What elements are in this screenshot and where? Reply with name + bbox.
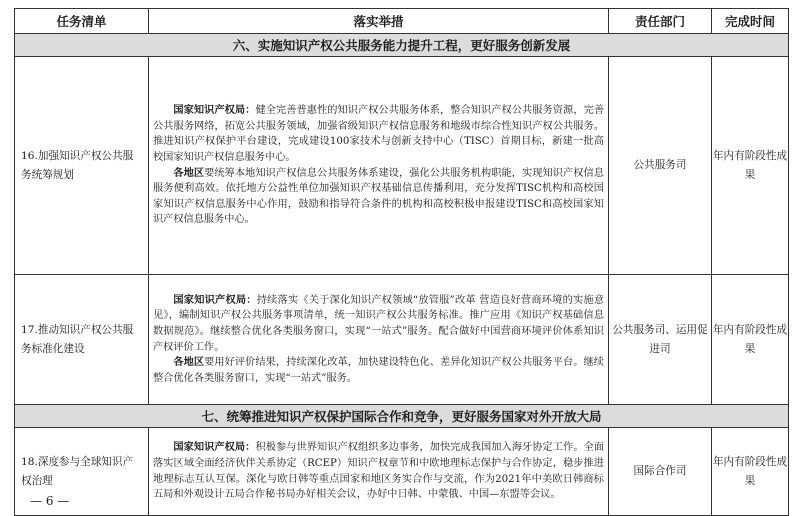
measure-text: 要用好评价结果，持续深化改革，加快建设特色化、差异化知识产权公共服务平台。继续整合优化各类服务窗口，实现“一站式”服务。	[153, 357, 604, 384]
measure-text: 健全完善普惠性的知识产权公共服务体系，整合知识产权公共服务资源，完善公共服务网络，拓宽公共服务领域，加强省级知识产权信息服务和地级市综合性知识产权公共服务。推进知识产权保护平台建设，完成建设100家技术与创新支持中心（TISC）首期目标，新建一批高校国家知识产权信息服务中心。	[153, 105, 605, 163]
measure-label: 国家知识产权局：	[173, 294, 257, 306]
measure-paragraph	[153, 166, 604, 228]
section-title-7: 七、统筹推进知识产权保护国际合作和竞争，更好服务国家对外开放大局	[15, 405, 789, 428]
dept-cell: 公共服务司	[609, 57, 712, 275]
measure-label: 国家知识产权局：	[173, 442, 256, 454]
table-row	[15, 57, 789, 275]
measure-cell	[149, 428, 609, 516]
measure-paragraph	[153, 103, 604, 165]
task-table	[14, 8, 789, 516]
table-row	[15, 428, 789, 516]
section-title-6: 六、实施知识产权公共服务能力提升工程，更好服务创新发展	[15, 34, 789, 57]
measure-paragraph	[153, 440, 604, 502]
measure-text: 积极参与世界知识产权组织多边事务，加快完成我国加入海牙协定工作。全面落实区域全面经济伙伴关系协定（RCEP）知识产权章节和中欧地理标志保护与合作协定，稳步推进地理标志互认互保。深化与欧日韩等重点国家和地区务实合作与交流，作为2021年中美欧日韩商标五局和外观设计五局合作秘书局办好相关会议，办好中日韩、中蒙俄、中国—东盟等会议。	[153, 442, 605, 501]
measure-paragraph	[153, 355, 604, 386]
measure-cell	[149, 275, 609, 405]
page-number: — 6 —	[30, 494, 70, 508]
measure-cell	[149, 57, 609, 275]
task-cell: 18.深度参与全球知识产权治理	[15, 428, 149, 516]
task-cell: 17.推动知识产权公共服务标准化建设	[15, 275, 149, 405]
time-cell: 年内有阶段性成果	[712, 275, 789, 405]
time-cell: 年内有阶段性成果	[712, 428, 789, 516]
header-task: 任务清单	[15, 9, 149, 34]
measure-label: 各地区	[173, 167, 205, 179]
dept-cell: 公共服务司、运用促进司	[609, 275, 712, 405]
task-cell: 16.加强知识产权公共服务统筹规划	[15, 57, 149, 275]
header-row	[15, 9, 789, 34]
dept-cell: 国际合作司	[609, 428, 712, 516]
measure-paragraph	[153, 293, 604, 355]
measure-label: 各地区	[173, 357, 205, 369]
section-row-7	[15, 405, 789, 428]
table-row	[15, 275, 789, 405]
measure-label: 国家知识产权局：	[173, 105, 256, 117]
time-cell: 年内有阶段性成果	[712, 57, 789, 275]
header-time: 完成时间	[712, 9, 789, 34]
header-dept: 责任部门	[609, 9, 712, 34]
measure-text: 要统筹本地知识产权信息公共服务体系建设，强化公共服务机构职能，实现知识产权信息服务便利高效。依托地方公益性单位加强知识产权基础信息传播利用，充分发挥TISC机构和高校国家知识产权信息服务中心作用，鼓励和指导符合条件的机构和高校积极申报建设TISC和高校国家知识产权信息服务中心。	[153, 167, 604, 226]
section-row-6	[15, 34, 789, 57]
header-measure: 落实举措	[149, 9, 609, 34]
measure-text: 持续落实《关于深化知识产权领域“放管服”改革 营造良好营商环境的实施意见》，编制知识产权公共服务事项清单，统一知识产权公共服务标准。推广应用《知识产权基础信息数据规范》。继续整合优化各类服务窗口，实现“一站式”服务。配合做好中国营商环境评价体系知识产权评价工作。	[153, 294, 605, 353]
